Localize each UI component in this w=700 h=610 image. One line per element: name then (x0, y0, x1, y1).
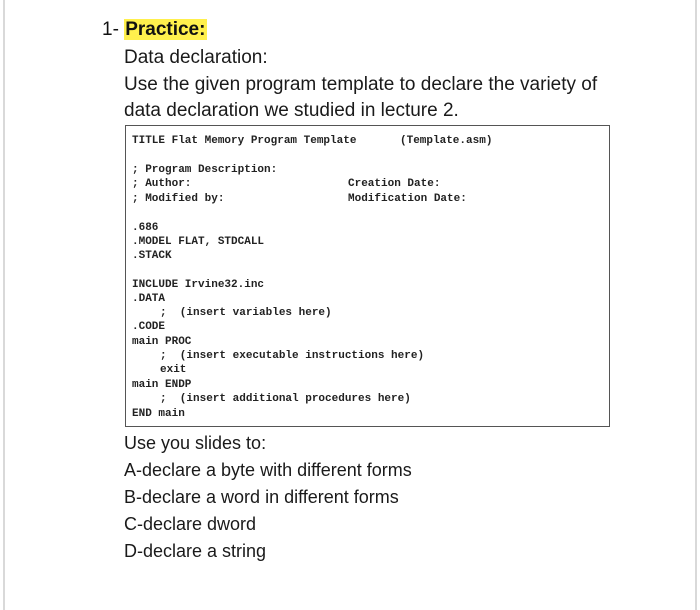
code-filename: (Template.asm) (400, 135, 493, 147)
intro-instruction-line-2: data declaration we studied in lecture 2. (124, 100, 459, 121)
code-modification-date: Modification Date: (348, 193, 467, 205)
task-item-b: B-declare a word in different forms (124, 487, 399, 507)
code-creation-date: Creation Date: (348, 178, 441, 190)
code-main-proc: main PROC (132, 336, 192, 348)
code-insert-procedures: ; (insert additional procedures here) (160, 393, 411, 405)
code-stack: .STACK (132, 250, 172, 262)
code-modified-by: ; Modified by: (132, 193, 225, 205)
intro-subtitle: Data declaration: (124, 47, 268, 68)
code-code-segment: .CODE (132, 321, 166, 333)
task-item-a: A-declare a byte with different forms (124, 460, 412, 480)
section-number: 1- (102, 19, 119, 40)
section-title: Practice: (125, 19, 206, 40)
intro-instruction-line-1: Use the given program template to declare the variety of (124, 74, 598, 95)
code-directive-686: .686 (132, 222, 159, 234)
page-left-border (3, 0, 5, 610)
section-heading (102, 17, 207, 43)
code-data: .DATA (132, 293, 166, 305)
code-end-main: END main (132, 408, 185, 420)
code-exit: exit (160, 364, 187, 376)
code-model: .MODEL FLAT, STDCALL (132, 236, 265, 248)
task-item-c: C-declare dword (124, 514, 257, 534)
code-insert-variables: ; (insert variables here) (160, 307, 332, 319)
page-right-border (695, 0, 697, 610)
code-program-description: ; Program Description: (132, 164, 278, 176)
code-main-endp: main ENDP (132, 379, 192, 391)
tasks-intro: Use you slides to: (124, 433, 267, 453)
task-item-d: D-declare a string (124, 541, 267, 561)
code-title: TITLE Flat Memory Program Template (132, 135, 357, 147)
program-template-box (125, 125, 610, 427)
code-insert-executable: ; (insert executable instructions here) (160, 350, 425, 362)
code-author: ; Author: (132, 178, 192, 190)
code-include: INCLUDE Irvine32.inc (132, 279, 265, 291)
